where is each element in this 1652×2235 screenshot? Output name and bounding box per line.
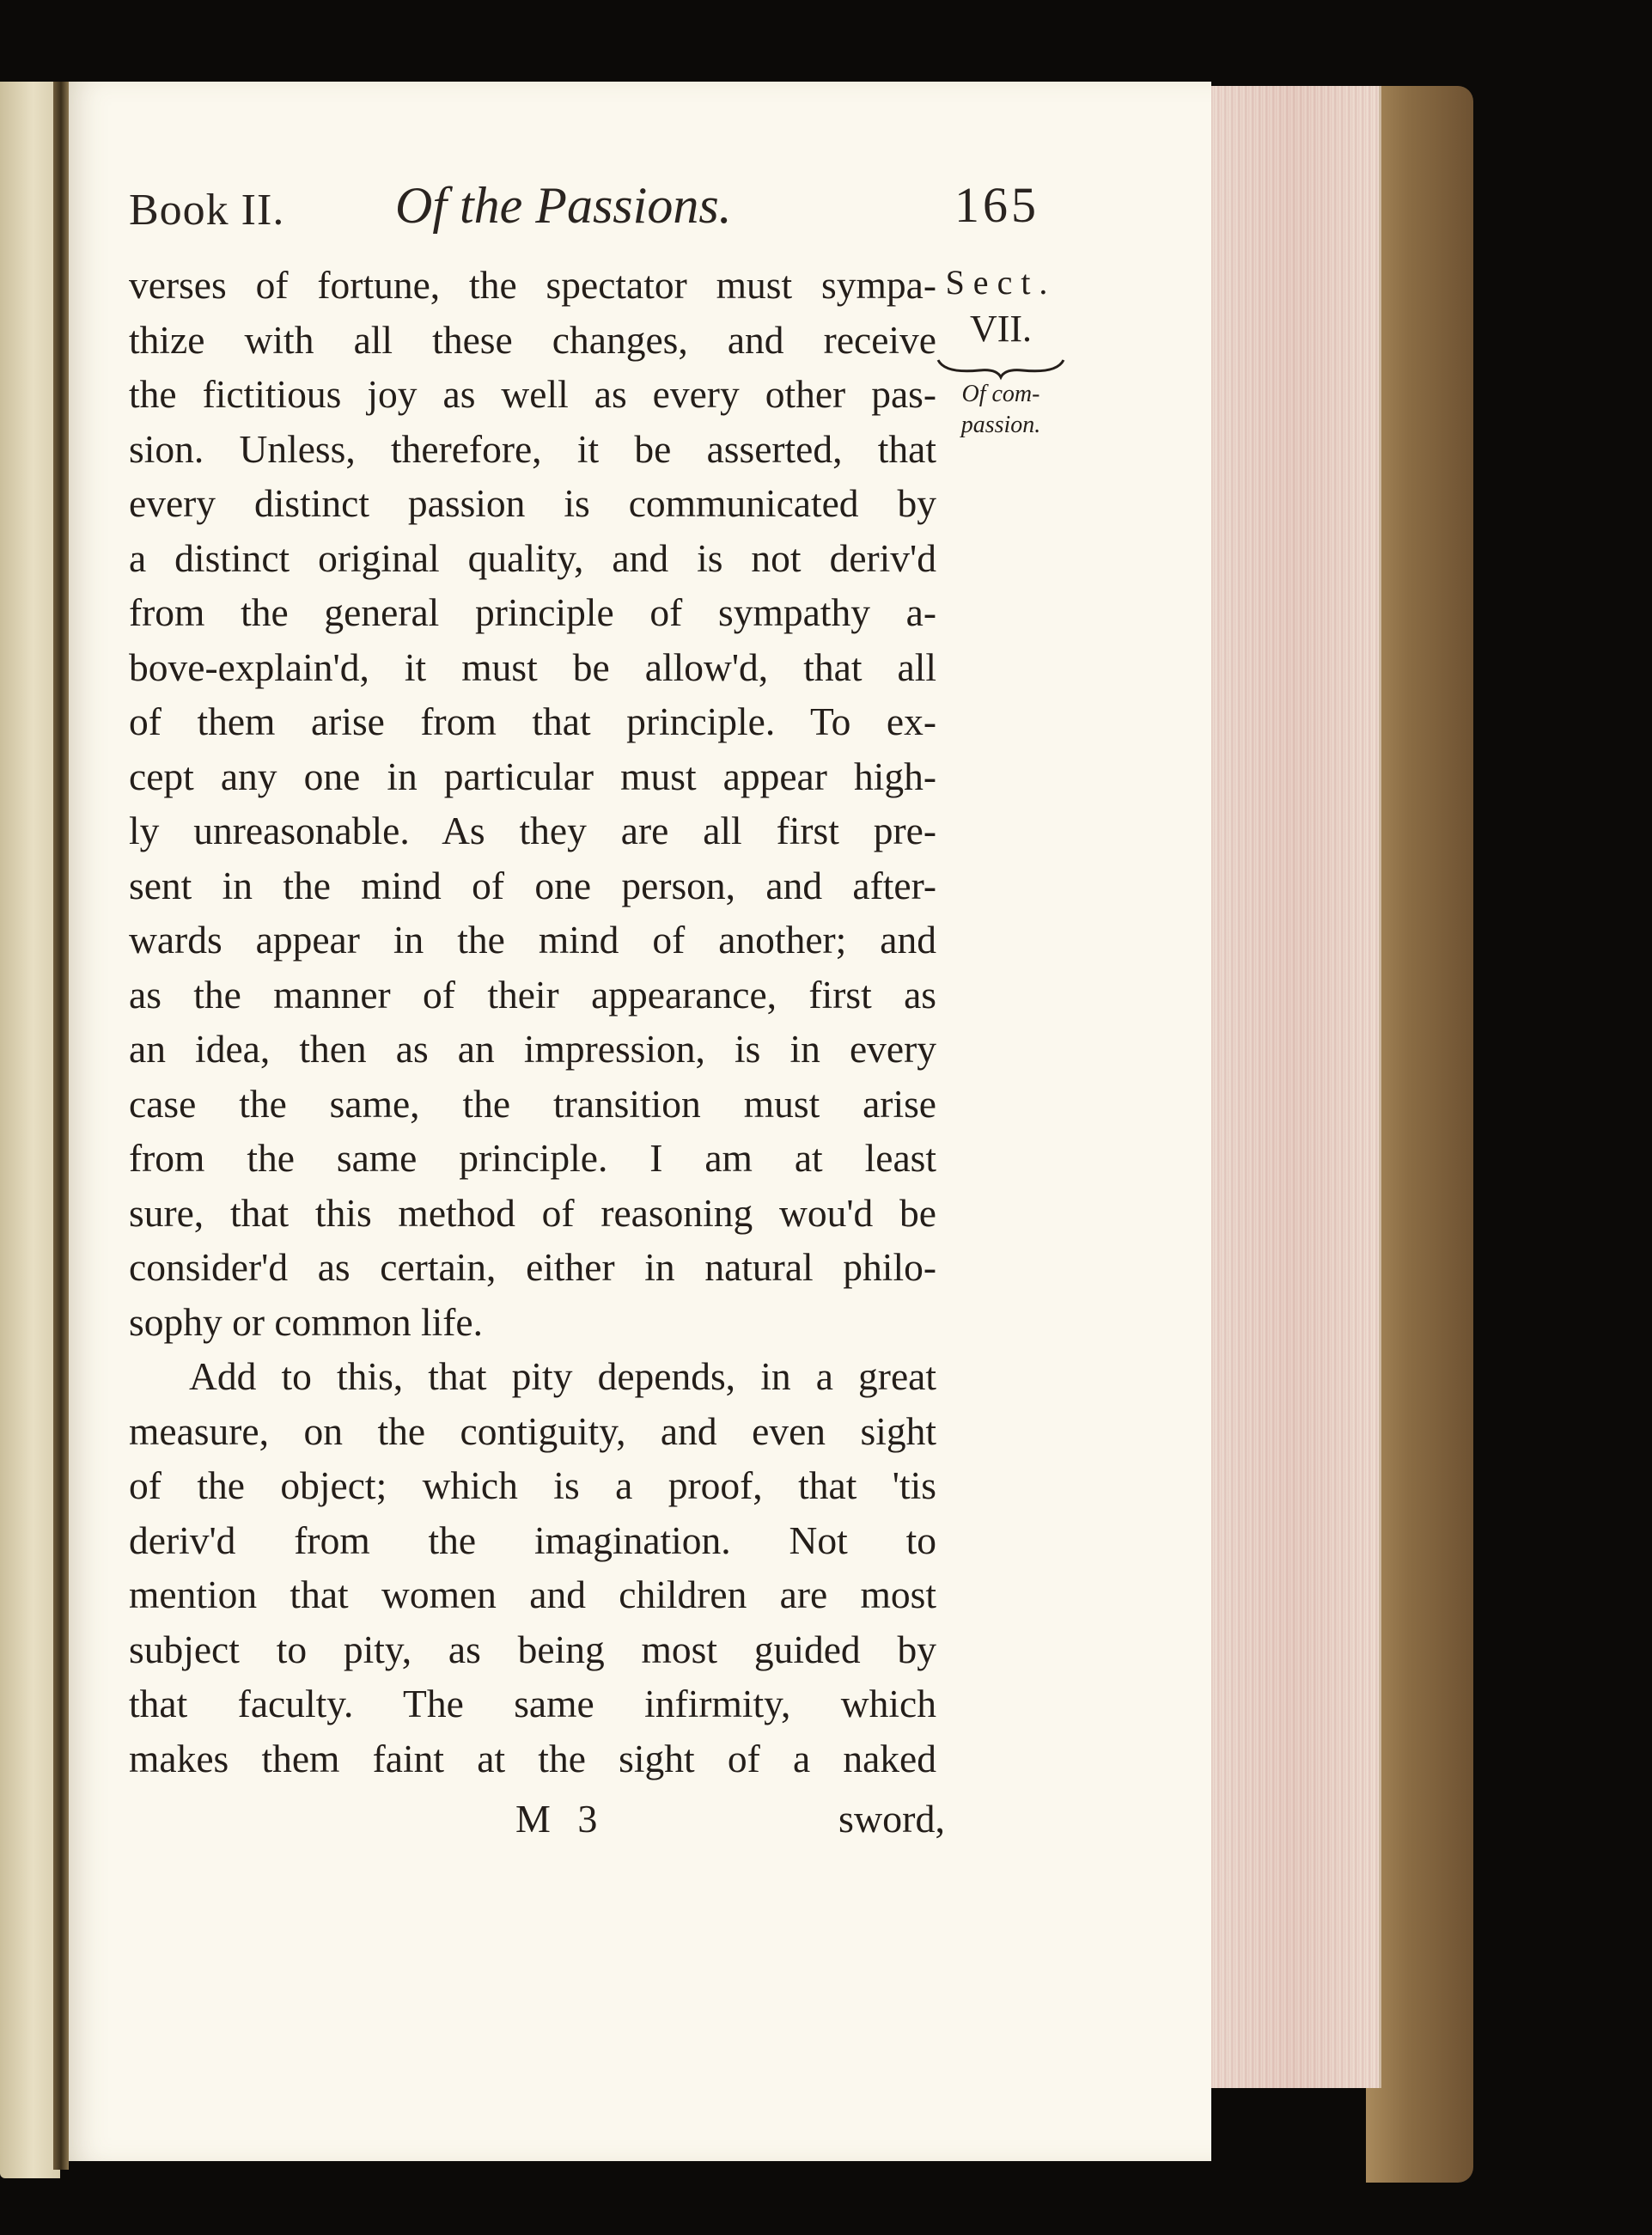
page-footer <box>515 1796 945 1856</box>
text-line: wards appear in the mind of another; and <box>129 918 936 962</box>
text-line: verses of fortune, the spectator must sympa- <box>129 263 936 307</box>
marginal-note-line-2: passion. <box>960 412 1041 438</box>
text-line: the fictitious joy as well as every other pas- <box>129 372 936 416</box>
text-line: consider'd as certain, either in natural philo- <box>129 1245 936 1289</box>
text-line: thize with all these changes, and receive <box>129 317 936 362</box>
marginal-note <box>928 262 1074 443</box>
book-label: Book II. <box>129 186 285 235</box>
gutter <box>53 82 69 2170</box>
text-line: Add to this, that pity depends, in a great <box>189 1354 936 1398</box>
signature-mark: M 3 <box>515 1797 607 1841</box>
text-line: of them arise from that principle. To ex- <box>129 699 936 743</box>
text-line: case the same, the transition must arise <box>129 1081 936 1126</box>
text-line: of the object; which is a proof, that 'tis <box>129 1463 936 1507</box>
text-line: as the manner of their appearance, first as <box>129 972 936 1017</box>
running-title: Of the Passions. <box>395 177 732 234</box>
text-line: that faculty. The same infirmity, which <box>129 1682 936 1725</box>
text-line: mention that women and children are most <box>129 1572 936 1616</box>
text-line: an idea, then as an impression, is in every <box>129 1027 936 1071</box>
previous-page-edge <box>0 82 60 2178</box>
text-line: from the same principle. I am at least <box>129 1136 936 1180</box>
text-line: ly unreasonable. As they are all first pre- <box>129 809 936 852</box>
section-number: VII. <box>969 308 1033 350</box>
catchword: sword, <box>838 1797 945 1841</box>
page-edges <box>1207 86 1381 2088</box>
text-line: from the general principle of sympathy a- <box>129 590 936 634</box>
text-line: bove-explain'd, it must be allow'd, that all <box>129 644 936 689</box>
text-line: subject to pity, as being most guided by <box>129 1627 936 1671</box>
text-line: sure, that this method of reasoning wou'd be <box>129 1190 936 1235</box>
page-number: 165 <box>954 177 1039 233</box>
text-line: every distinct passion is communicated by <box>129 481 936 525</box>
text-line: makes them faint at the sight of a naked <box>129 1736 936 1780</box>
text-line: sophy or common life. <box>129 1299 483 1344</box>
brace-ornament <box>928 355 1074 381</box>
text-line: sion. Unless, therefore, it be asserted, that <box>129 426 936 471</box>
text-line: deriv'd from the imagination. Not to <box>129 1517 936 1562</box>
text-line: sent in the mind of one person, and after- <box>129 863 936 907</box>
back-cover-board <box>1366 86 1473 2183</box>
section-label: Sect. <box>945 263 1057 302</box>
text-line: cept any one in particular must appear high- <box>129 754 936 798</box>
body-text <box>129 258 936 1786</box>
text-line: a distinct original quality, and is not deriv'd <box>129 535 936 580</box>
running-header <box>129 176 1039 253</box>
text-line: measure, on the contiguity, and even sight <box>129 1408 936 1453</box>
marginal-note-line-1: Of com- <box>961 381 1040 407</box>
